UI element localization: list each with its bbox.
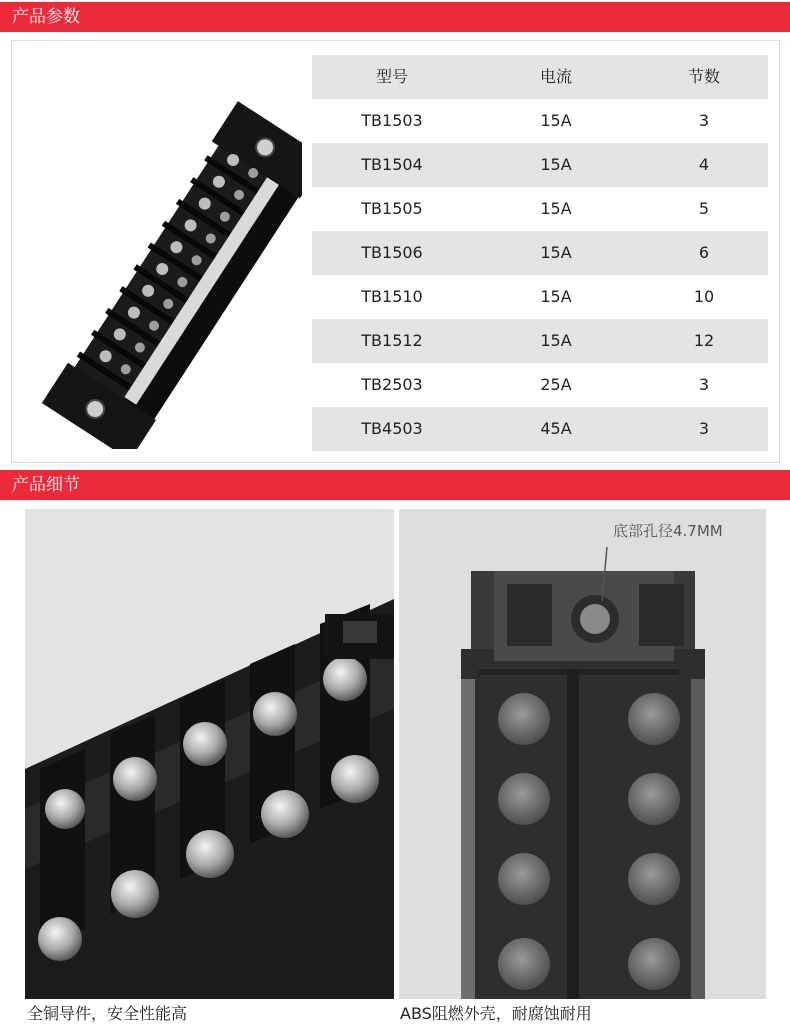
parameter-panel bbox=[11, 40, 780, 463]
header-current: 电流 bbox=[539, 67, 572, 86]
cell-model: TB4503 bbox=[361, 419, 423, 438]
caption-abs: ABS阻燃外壳，耐腐蚀耐用 bbox=[400, 1004, 592, 1023]
detail-photo-abs bbox=[399, 509, 766, 999]
table-row bbox=[312, 407, 768, 451]
table-row bbox=[312, 231, 768, 275]
cell-current: 25A bbox=[540, 375, 572, 394]
table-row bbox=[312, 187, 768, 231]
spec-table bbox=[312, 55, 768, 451]
cell-positions: 6 bbox=[698, 243, 710, 262]
cell-positions: 3 bbox=[698, 419, 710, 438]
section-header-params bbox=[0, 2, 790, 32]
spec-table-header bbox=[312, 55, 768, 99]
table-row bbox=[312, 99, 768, 143]
cell-current: 15A bbox=[540, 199, 572, 218]
table-row bbox=[312, 143, 768, 187]
caption-copper: 全铜导件，安全性能高 bbox=[27, 1004, 188, 1023]
cell-current: 15A bbox=[540, 287, 572, 306]
table-row bbox=[312, 275, 768, 319]
cell-current: 15A bbox=[540, 331, 572, 350]
header-model: 型号 bbox=[375, 67, 408, 86]
cell-current: 45A bbox=[540, 419, 572, 438]
table-row bbox=[312, 363, 768, 407]
cell-current: 15A bbox=[540, 111, 572, 130]
cell-positions: 3 bbox=[698, 111, 710, 130]
cell-current: 15A bbox=[540, 243, 572, 262]
section-title-details: 产品细节 bbox=[12, 475, 80, 495]
cell-positions: 4 bbox=[698, 155, 710, 174]
cell-model: TB2503 bbox=[361, 375, 423, 394]
table-row bbox=[312, 319, 768, 363]
section-header-details bbox=[0, 470, 790, 500]
cell-positions: 12 bbox=[693, 331, 715, 350]
cell-positions: 5 bbox=[698, 199, 710, 218]
cell-current: 15A bbox=[540, 155, 572, 174]
cell-model: TB1506 bbox=[361, 243, 423, 262]
cell-positions: 3 bbox=[698, 375, 710, 394]
cell-positions: 10 bbox=[693, 287, 715, 306]
cell-model: TB1510 bbox=[361, 287, 423, 306]
cell-model: TB1505 bbox=[361, 199, 423, 218]
terminal-block-photo bbox=[24, 69, 302, 449]
hole-size-callout: 底部孔径4.7MM bbox=[613, 522, 723, 540]
header-positions: 节数 bbox=[687, 67, 720, 86]
cell-model: TB1503 bbox=[361, 111, 423, 130]
detail-photo-copper bbox=[25, 509, 394, 999]
cell-model: TB1504 bbox=[361, 155, 423, 174]
cell-model: TB1512 bbox=[361, 331, 423, 350]
section-title-params: 产品参数 bbox=[12, 7, 80, 27]
